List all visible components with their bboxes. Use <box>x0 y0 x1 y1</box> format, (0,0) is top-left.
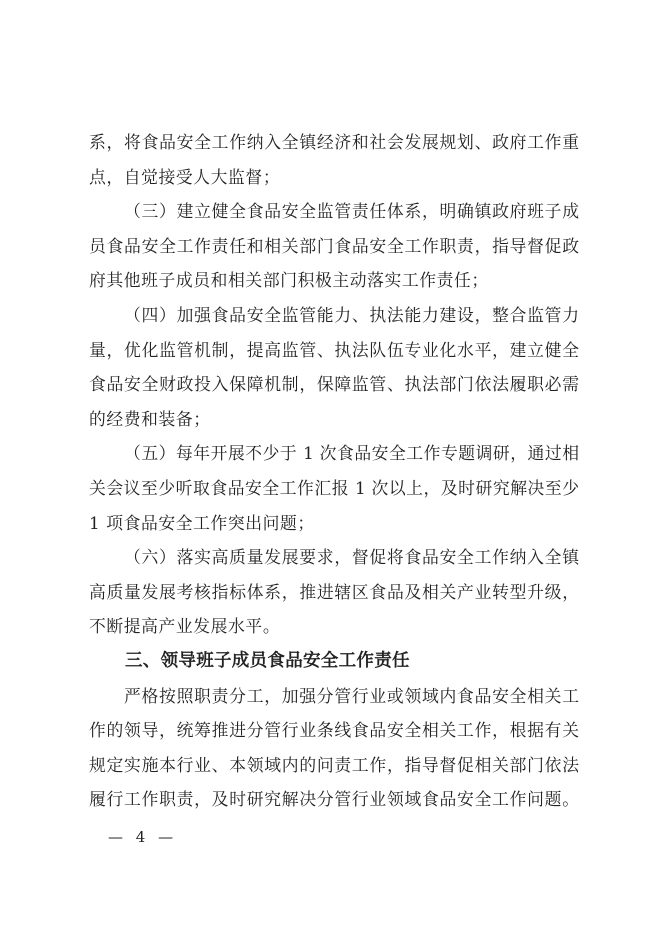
text-line: 严格按照职责分工，加强分管行业或领域内食品安全相关工 <box>124 685 579 706</box>
text-line: 的经费和装备； <box>89 408 211 429</box>
text-line: （五）每年开展不少于 1 次食品安全工作专题调研，通过相 <box>124 443 579 464</box>
text-line: 高质量发展考核指标体系，推进辖区食品及相关产业转型升级， <box>89 581 579 602</box>
text-line: 员食品安全工作责任和相关部门食品安全工作职责，指导督促政 <box>89 235 579 256</box>
text-line: （三）建立健全食品安全监管责任体系，明确镇政府班子成 <box>124 201 579 222</box>
document-body <box>89 125 579 817</box>
text-line: 点，自觉接受人大监督； <box>89 166 281 187</box>
text-line: 关会议至少听取食品安全工作汇报 1 次以上，及时研究解决至少 <box>89 477 579 498</box>
text-line: 履行工作职责，及时研究解决分管行业领域食品安全工作问题。 <box>89 789 579 810</box>
paragraph <box>89 679 579 817</box>
page-number: — 4 — <box>108 828 178 846</box>
text-line: （六）落实高质量发展要求，督促将食品安全工作纳入全镇 <box>124 547 579 568</box>
text-line: （四）加强食品安全监管能力、执法能力建设，整合监管力 <box>124 304 579 325</box>
text-line: 不断提高产业发展水平。 <box>89 616 281 637</box>
text-line: 食品安全财政投入保障机制，保障监管、执法部门依法履职必需 <box>89 374 579 395</box>
paragraph <box>89 298 579 436</box>
text-line: 作的领导，统筹推进分管行业条线食品安全相关工作，根据有关 <box>89 720 579 741</box>
text-line: 量，优化监管机制，提高监管、执法队伍专业化水平，建立健全 <box>89 339 579 360</box>
text-line: 府其他班子成员和相关部门积极主动落实工作责任； <box>89 270 489 291</box>
heading-text: 三、领导班子成员食品安全工作责任 <box>125 650 410 671</box>
section-heading <box>89 644 579 679</box>
paragraph <box>89 436 579 540</box>
text-line: 系，将食品安全工作纳入全镇经济和社会发展规划、政府工作重 <box>89 132 579 152</box>
paragraph <box>89 540 579 644</box>
paragraph <box>89 125 579 194</box>
text-line: 1 项食品安全工作突出问题； <box>89 512 315 533</box>
text-line: 规定实施本行业、本领域内的问责工作，指导督促相关部门依法 <box>89 754 579 775</box>
paragraph <box>89 194 579 298</box>
